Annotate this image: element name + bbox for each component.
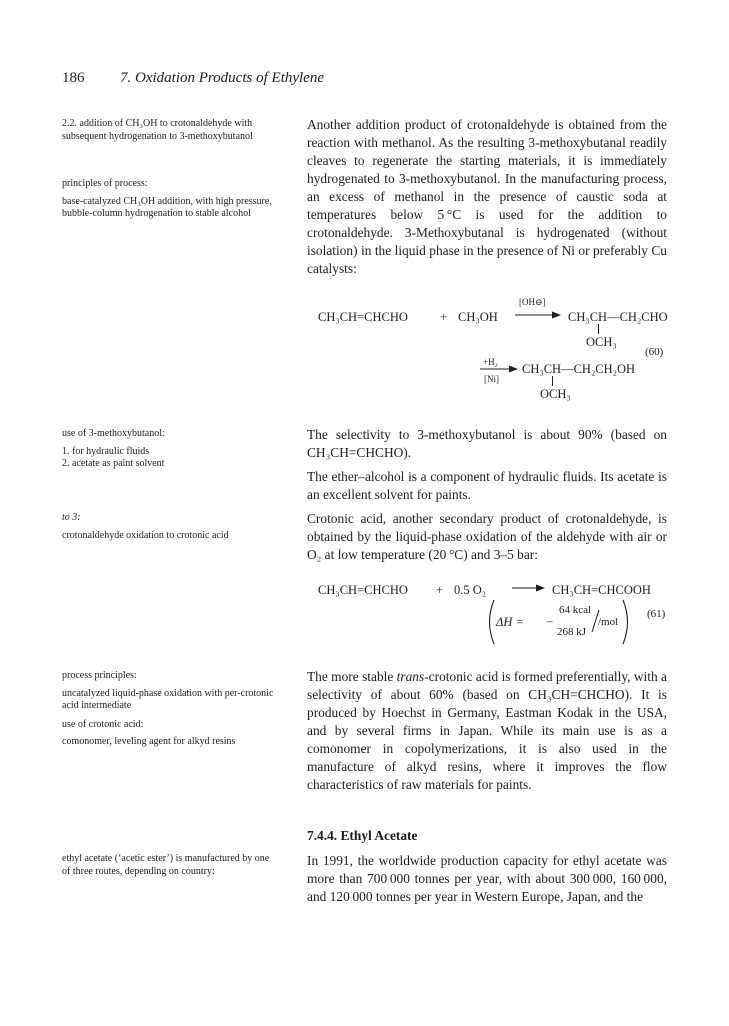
sidebar-text: ethyl acetate (‘acetic ester’) is manufactured by one of three routes, depending on country:: [62, 853, 270, 877]
paragraph-text: Crotonic acid, another secondary product of crotonaldehyde, is obtained by the liquid-phase oxidation of the aldehyde with air or O₂ at low temperature (20 °C) and 3–5 bar:: [307, 511, 667, 562]
eq60-product1: CH₃CH—CH₂CHO: [568, 310, 668, 324]
eq60-plus: +: [440, 310, 448, 324]
eq60-substituent2: OCH₃: [540, 387, 571, 401]
eq61-product: CH₃CH=CHCOOH: [552, 583, 651, 597]
bond-line: [552, 376, 553, 386]
sidebar-list-item: 1. for hydraulic fluids: [62, 445, 150, 457]
sidebar-heading: use of crotonic acid:: [62, 718, 144, 730]
eq60-number: (60): [645, 346, 664, 358]
arrow-icon: [510, 583, 546, 593]
sidebar-heading: process principles:: [62, 670, 137, 681]
sidebar-text: 2.2. addition of CH₃OH to crotonaldehyde with subsequent hydrogenation to 3-methoxybutanol: [62, 118, 253, 142]
paragraph-text: [307, 668, 667, 794]
bond-line: [598, 324, 599, 334]
sidebar-note-use-methoxybutanol: [62, 428, 277, 471]
text-run: -crotonic acid is formed preferentially, with a selectivity of about 60% (based on CH₃CH=CHCHO). It is produced by Hoechst in Germany, Eastman Kodak in the USA, and by several firms in Japan. While its main use is as a comonomer in copolymerizations, it is also used in the manufacture of alkyd resins, where it improves the flow characteristics of raw materials for paints.: [307, 669, 667, 792]
sidebar-list-item: 2. acetate as paint solvent: [62, 458, 165, 469]
main-paragraph: [307, 426, 667, 564]
paragraph-text: In 1991, the worldwide production capacity for ethyl acetate was more than 700 000 tonnes per year, with about 300 000, 160 000, and 120 000 tonnes per year in Western Europe, Japan, and the: [307, 853, 667, 904]
paragraph-text: The selectivity to 3-methoxybutanol is about 90% (based on CH₃CH=CHCHO).: [307, 427, 667, 460]
eq60-reactant1: CH₃CH=CHCHO: [318, 310, 408, 324]
section-heading: 7.4.4. Ethyl Acetate: [307, 828, 418, 843]
eq61-plus: +: [436, 583, 444, 597]
page-number: 186: [62, 70, 85, 86]
eq61-dh-top: 64 kcal: [559, 604, 592, 616]
sidebar-heading: use of 3-methoxybutanol:: [62, 428, 165, 439]
eq60-reagent2: +H₂: [483, 357, 498, 367]
paragraph-text: Another addition product of crotonaldehyde is obtained from the reaction with methanol. As the resulting 3-methoxybutanal readily cleaves to regenerate the starting materials, it is immediately hydrogenated to 3-methoxybutanol. In the manufacturing process, an excess of methanol in the presence of caustic soda at temperatures below 5 °C is used for the addition to crotonaldehyde. 3-Methoxybutanal is hydrogenated (without isolation) in the liquid phase in the presence of Ni or preferably Cu catalysts:: [307, 117, 667, 276]
text-run-italic: trans: [396, 669, 425, 684]
eq60-product2: CH₃CH—CH₂CH₂OH: [522, 362, 636, 376]
bracket-left-icon: [484, 598, 496, 646]
main-paragraph: [307, 116, 667, 278]
eq60-substituent: OCH₃: [586, 335, 617, 349]
sidebar-note-process-principles: [62, 670, 277, 749]
sidebar-note-crotonic: [62, 512, 277, 542]
chapter-title: 7. Oxidation Products of Ethylene: [120, 70, 324, 86]
eq61-dh-unit: /mol: [598, 616, 619, 628]
eq60-catalyst2: [Ni]: [484, 374, 499, 384]
sidebar-text: uncatalyzed liquid-phase oxidation with per-crotonic acid intermediate: [62, 687, 274, 711]
sidebar-text: comonomer, leveling agent for alkyd resins: [62, 736, 236, 747]
main-paragraph: [307, 668, 667, 794]
eq60-reactant2: CH₃OH: [458, 310, 498, 324]
sidebar-heading: principles of process:: [62, 178, 148, 189]
sidebar-note-addition: [62, 118, 262, 143]
sidebar-heading: to 3:: [62, 512, 81, 523]
eq60-catalyst: [OH⊖]: [519, 297, 546, 307]
main-paragraph: [307, 852, 667, 906]
eq61-reactant2: 0.5 O₂: [454, 583, 487, 597]
arrow-icon: [480, 364, 518, 374]
arrow-icon: [515, 310, 561, 320]
sidebar-note-ethyl-acetate: [62, 853, 277, 878]
eq61-reactant1: CH₃CH=CHCHO: [318, 583, 408, 597]
eq61-dh-label: ΔH =: [496, 615, 524, 629]
bracket-right-icon: [621, 598, 633, 646]
paragraph-text: The ether–alcohol is a component of hydraulic fluids. Its acetate is an excellent solvent for paints.: [307, 469, 667, 502]
text-run: The more stable: [307, 669, 397, 684]
eq61-dh-bottom: 268 kJ: [557, 626, 587, 638]
sidebar-note-principles: [62, 178, 277, 221]
sidebar-text: crotonaldehyde oxidation to crotonic acid: [62, 529, 229, 541]
sidebar-text: base-catalyzed CH₃OH addition, with high pressure, bubble-column hydrogenation to stable alcohol: [62, 195, 272, 219]
eq61-number: (61): [647, 608, 666, 620]
eq61-minus: −: [546, 615, 554, 629]
